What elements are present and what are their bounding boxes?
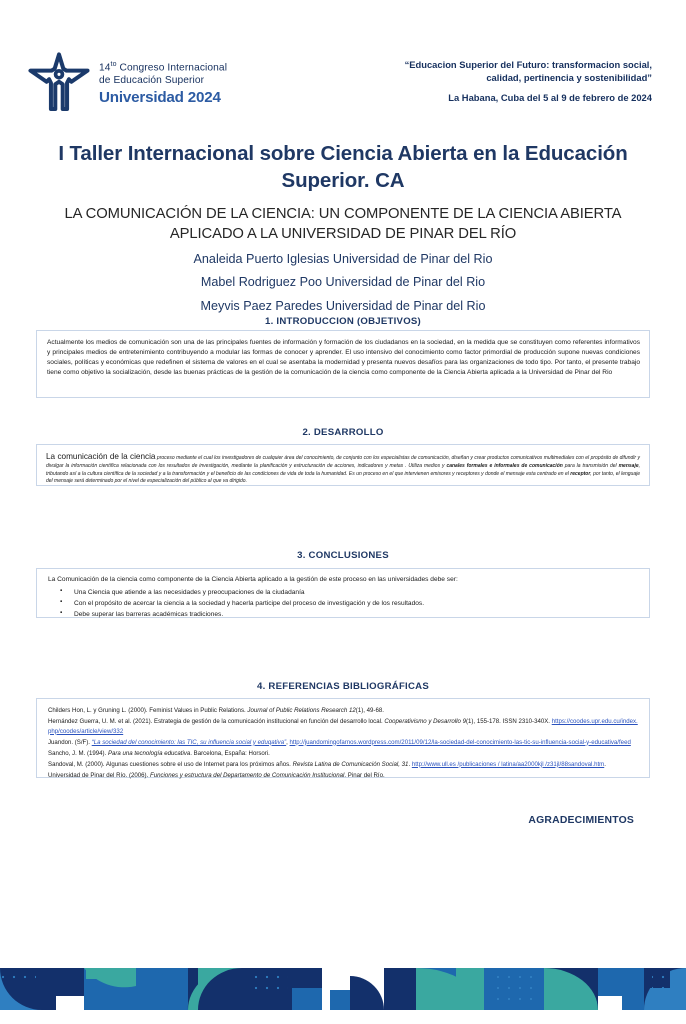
desarrollo-part-2: para la transmisión del bbox=[562, 463, 619, 470]
reference-italic: Para una tecnología educativa bbox=[107, 749, 191, 757]
footer-decorative-pattern bbox=[0, 930, 686, 1024]
reference-italic[interactable]: “La sociedad del conocimiento: las TIC, su influencia social y eduqativa” bbox=[91, 738, 287, 746]
poster-title: I Taller Internacional sobre Ciencia Abierta en la Educación Superior. CA bbox=[58, 142, 628, 193]
reference-link[interactable]: https://coodes.upr.edu.cu/index.php/coodes/article/view/332 bbox=[48, 718, 638, 735]
reference-italic: Cooperativismo y Desarrollo 9 bbox=[384, 718, 466, 725]
congress-brand-text bbox=[99, 59, 227, 106]
reference-text-before: Hernández Guerra, U. M. et al. (2021). Estrategia de gestión de la comunicación institucional en función del desarrollo local. bbox=[48, 718, 385, 725]
reference-text-before: Sancho, J. M. (1994). bbox=[48, 749, 108, 757]
reference-italic: Revista Latina de Comunicación Social, 31 bbox=[292, 760, 409, 768]
author-item: Mabel Rodriguez Poo Universidad de Pinar del Rio bbox=[200, 275, 486, 290]
conclusion-item: ▪ Con el propósito de acercar la ciencia a la sociedad y hacerla participe del proceso de investigación y de los resultados. bbox=[48, 598, 640, 609]
authors-list bbox=[40, 248, 646, 318]
author-item: Meyvis Paez Paredes Universidad de Pinar del Rio bbox=[200, 298, 486, 313]
acknowledgements-heading: AGRADECIMIENTOS bbox=[528, 815, 634, 826]
reference-link-suffix: . bbox=[604, 760, 606, 768]
desarrollo-emphasis-1: canales formales e informales de comunicación bbox=[446, 463, 563, 470]
congress-brand bbox=[28, 52, 227, 114]
panel-conclusiones bbox=[36, 568, 650, 618]
reference-text-after: . Barcelona, España: Horsori. bbox=[190, 749, 270, 757]
reference-text-before: Childers Hon, L. y Gruning L. (2000). Feminist Values in Public Relations. bbox=[48, 707, 248, 714]
panel-introduccion bbox=[36, 330, 650, 398]
congress-edition-ordinal: to bbox=[110, 61, 117, 69]
poster-subtitle: LA COMUNICACIÓN DE LA CIENCIA: UN COMPONENTE DE LA CIENCIA ABIERTA APLICADO A LA UNIVERSIDAD DE PINAR DEL RÍO bbox=[64, 206, 622, 243]
reference-item bbox=[48, 749, 640, 759]
desarrollo-part-4: , por tanto, el lenguaje del mensaje será determinado por el nivel de especialización del público al que va dirigido. bbox=[46, 470, 640, 484]
conclusion-item: ▪ Una Ciencia que atiende a las necesidades y preocupaciones de la ciudadanía bbox=[48, 587, 640, 598]
reference-italic: Funciones y estructura del Departamento de Comunicación Institucional bbox=[149, 771, 345, 779]
desarrollo-body bbox=[46, 451, 640, 485]
panel-referencias bbox=[36, 698, 650, 778]
event-place-date: La Habana, Cuba del 5 al 9 de febrero de 2024 bbox=[448, 91, 652, 103]
section-heading-referencias: 4. REFERENCIAS BIBLIOGRÁFICAS bbox=[257, 681, 429, 692]
congress-line-1-rest: Congreso Internacional bbox=[116, 62, 228, 74]
event-theme-line-2: calidad, pertinencia y sostenibilidad” bbox=[486, 72, 652, 84]
congress-edition-number: 14 bbox=[99, 62, 111, 74]
poster-header bbox=[0, 52, 686, 122]
desarrollo-part-1: proceso mediante el cual los investigadores de cualquier área del conocimiento, de conjunto con los especialistas de comunicación, diseñan y crear productos comunicativos multimediales con el propósito de difundir y divulgar la información científica relacionada con los resultados de investigación, mediante la planificación y estructuración de acciones, indicadores y metas . Utiliza medios y bbox=[46, 455, 640, 470]
reference-text-after: . Pinar del Río. bbox=[344, 771, 385, 779]
reference-text-before: Juandon. (S/F). bbox=[48, 738, 92, 746]
section-heading-conclusiones: 3. CONCLUSIONES bbox=[297, 550, 389, 561]
congress-line-1 bbox=[99, 61, 227, 74]
reference-item bbox=[48, 717, 640, 736]
conclusion-item: ▪ Debe superar las barreras académicas tradiciones. bbox=[48, 609, 640, 620]
desarrollo-emphasis-3: receptor bbox=[570, 470, 591, 477]
desarrollo-part-3: , tributando así a la cultura científica de la sociedad y a la transformación y el beneficio de las condiciones de vida de toda la humanidad. Es un proceso en el que intervienen emisores y receptores y donde el mensaje esta centrado en el bbox=[46, 463, 641, 477]
event-theme-line-1: “Educacion Superior del Futuro: transformacion social, bbox=[404, 59, 652, 70]
reference-link[interactable]: http://juandomingofarnos.wordpress.com/2011/09/12/la-sociedad-del-conocimiento-las-tic-su-influencia-social-y-educativa/feed bbox=[289, 738, 631, 746]
section-heading-introduccion: 1. INTRODUCCION (OBJETIVOS) bbox=[265, 316, 421, 327]
reference-italic: Journal of Public Relations Research 12 bbox=[247, 707, 356, 714]
reference-text-after: (1), 155-178. ISSN 2310-340X. bbox=[465, 718, 550, 725]
reference-text-after: , bbox=[286, 738, 290, 746]
reference-text-after: (1), 49-68. bbox=[355, 707, 384, 714]
panel-desarrollo bbox=[36, 444, 650, 486]
reference-text-after: . bbox=[408, 760, 412, 768]
reference-item bbox=[48, 738, 640, 748]
congress-star-logo-icon bbox=[28, 52, 90, 114]
desarrollo-lead-term: La comunicación de la ciencia bbox=[46, 452, 156, 461]
section-heading-desarrollo: 2. DESARROLLO bbox=[302, 427, 384, 438]
reference-item bbox=[48, 760, 640, 770]
congress-line-3: Universidad 2024 bbox=[99, 88, 221, 106]
event-info bbox=[405, 52, 652, 103]
desarrollo-emphasis-2: mensaje bbox=[618, 463, 639, 470]
reference-text-before: Universidad de Pinar del Río. (2006). bbox=[48, 771, 150, 779]
conclusiones-intro: La Comunicación de la ciencia como componente de la Ciencia Abierta aplicado a la gestión de este proceso en las universidades debe ser: bbox=[48, 576, 458, 583]
congress-line-2: de Educación Superior bbox=[99, 74, 205, 86]
reference-item bbox=[48, 706, 640, 716]
reference-link[interactable]: http://www.ull.es /publicaciones / latina/aa2000kjl /z31jl/88sandoval.htm bbox=[411, 760, 605, 768]
reference-item bbox=[48, 771, 640, 781]
reference-text-before: Sandoval, M. (2000). Algunas cuestiones sobre el uso de Internet para los próximos años. bbox=[48, 760, 293, 768]
author-item: Analeida Puerto Iglesias Universidad de Pinar del Rio bbox=[193, 252, 493, 266]
conclusiones-bullet-list bbox=[48, 587, 640, 621]
introduccion-body: Actualmente los medios de comunicación son una de las principales fuentes de información y formación de los ciudadanos en la sociedad, en la medida que se constituyen como referentes informativos y principales medios de entretenimiento contribuyendo a modular las formas de conocer y aprender. El uso intensivo del conocimiento como factor primordial de producción supone nuevas condiciones sociales, políticas y económicas que redefinen el sistema de valores en el cual se asentaba la modernidad y presenta nuevos desafíos para las organizaciones de todo tipo. Por tanto, el presente trabajo tiene como objetivo la socialización, desde las buenas prácticas de la gestión de la comunicación de la ciencia como componente de la Ciencia Abierta aplicada a la Universidad de Pinar del Rio bbox=[47, 339, 640, 377]
